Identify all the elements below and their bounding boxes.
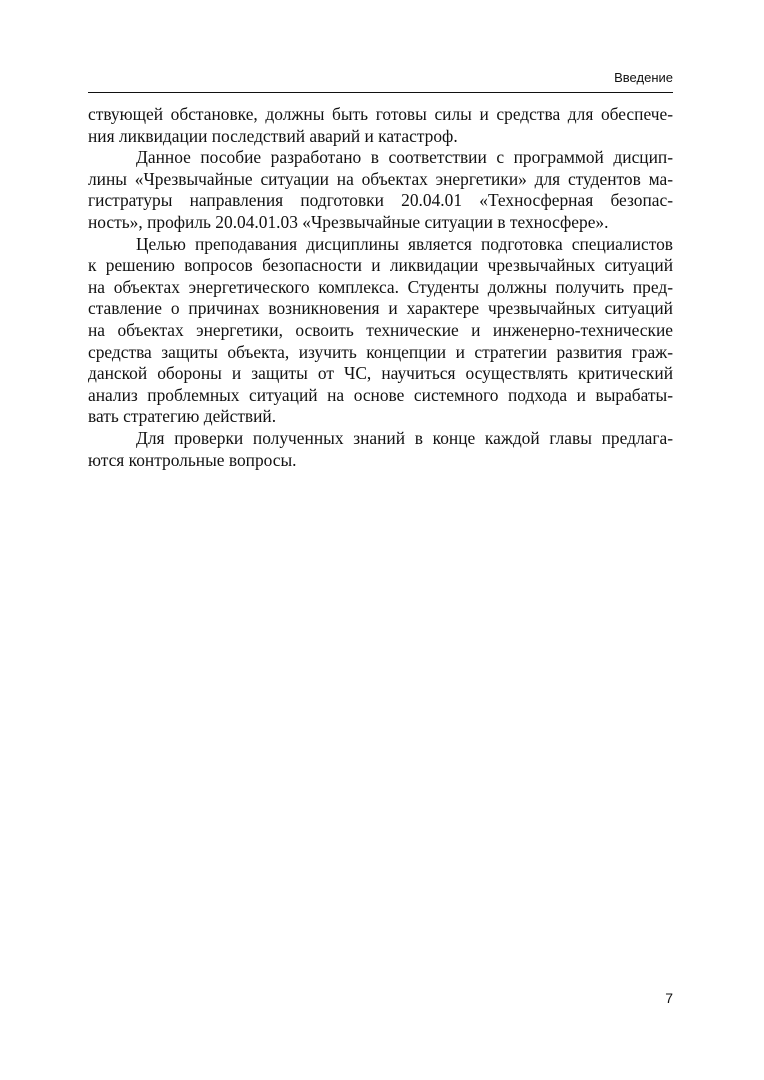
text-line: на объектах энергетики, освоить технические и инженерно-технические xyxy=(88,319,673,340)
paragraph-continuation xyxy=(88,104,673,147)
text-line: ния ликвидации последствий аварий и катастроф. xyxy=(88,125,458,146)
text-line: Для проверки полученных знаний в конце каждой главы предлага- xyxy=(136,427,673,448)
text-line: на объектах энергетического комплекса. Студенты должны получить пред- xyxy=(88,276,673,297)
text-line: ствующей обстановке, должны быть готовы силы и средства для обеспече- xyxy=(88,104,673,124)
running-head-title: Введение xyxy=(614,70,673,85)
text-line: ность», профиль 20.04.01.03 «Чрезвычайные ситуации в техносфере». xyxy=(88,211,609,232)
text-line: ются контрольные вопросы. xyxy=(88,449,297,470)
text-line: анализ проблемных ситуаций на основе системного подхода и вырабаты- xyxy=(88,384,673,405)
text-line: гистратуры направления подготовки 20.04.01 «Техносферная безопас- xyxy=(88,190,673,211)
paragraph-course-goal xyxy=(88,234,673,428)
paragraph-course-info xyxy=(88,147,673,233)
text-line: данской обороны и защиты от ЧС, научиться осуществлять критический xyxy=(88,363,673,384)
body-text xyxy=(88,104,673,471)
paragraph-control-questions xyxy=(88,428,673,471)
text-line: ставление о причинах возникновения и характере чрезвычайных ситуаций xyxy=(88,298,673,319)
text-line: вать стратегию действий. xyxy=(88,406,277,427)
text-line: Данное пособие разработано в соответствии с программой дисцип- xyxy=(136,147,673,168)
header-rule xyxy=(88,92,673,93)
text-line: средства защиты объекта, изучить концепции и стратегии развития граж- xyxy=(88,341,673,362)
text-line: лины «Чрезвычайные ситуации на объектах энергетики» для студентов ма- xyxy=(88,168,673,189)
page-number: 7 xyxy=(665,990,673,1006)
text-line: к решению вопросов безопасности и ликвидации чрезвычайных ситуаций xyxy=(88,255,673,276)
text-line: Целью преподавания дисциплины является подготовка специалистов xyxy=(136,233,673,254)
